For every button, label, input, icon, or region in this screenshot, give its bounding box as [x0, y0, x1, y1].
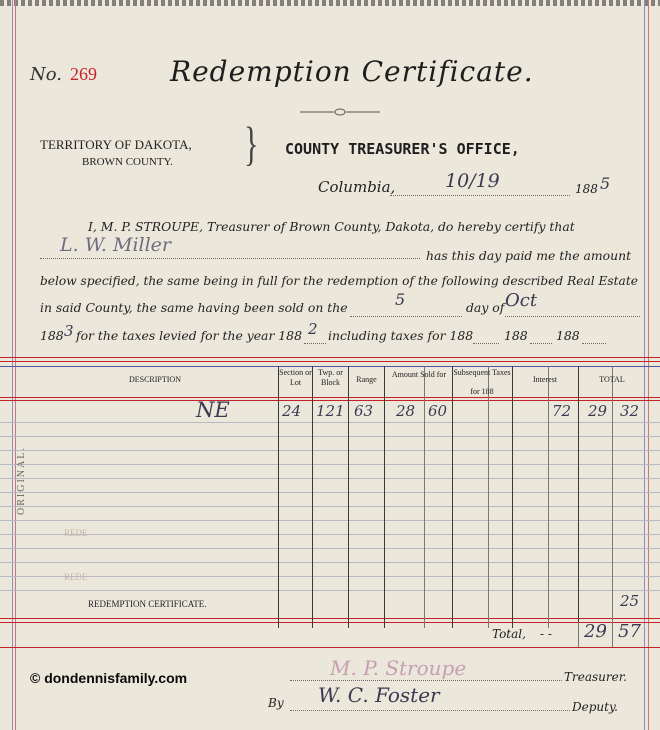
col-divider — [452, 366, 453, 628]
total-label: Total, — [492, 627, 526, 641]
grand-total-dollars: 29 — [584, 621, 607, 642]
col-divider — [612, 366, 613, 628]
county-label: BROWN COUNTY. — [82, 156, 173, 168]
day-of-label: day of — [466, 300, 505, 315]
margin-line-right-red — [648, 0, 649, 730]
redemption-fee: 25 — [620, 592, 640, 610]
including-year-2: 188 — [504, 328, 528, 343]
header-subsequent-for: for 188 — [470, 387, 494, 396]
table-bottom-red-2 — [0, 622, 660, 623]
deputy-line — [290, 710, 570, 711]
payer-handwritten: L. W. Miller — [60, 234, 171, 256]
year-prefix: 188 — [40, 328, 64, 343]
levied-year-handwritten: 2 — [308, 320, 318, 338]
faded-text: REDE — [64, 528, 88, 538]
including-year-3: 188 — [556, 328, 580, 343]
certify-line: I, M. P. STROUPE, Treasurer of Brown County, Dakota, do hereby certify that — [88, 219, 575, 234]
sold-day-handwritten: 5 — [395, 290, 406, 309]
including-year-line-1 — [473, 343, 499, 344]
total-bottom-red — [0, 647, 660, 648]
date-line — [390, 195, 570, 196]
sold-month-handwritten: Oct — [505, 290, 538, 311]
faded-text: REDE — [64, 572, 88, 582]
row-total-cents: 32 — [620, 402, 640, 420]
territory-label: TERRITORY OF DAKOTA, — [40, 137, 192, 152]
header-twp: Twp. or Block — [318, 368, 343, 387]
total-divider — [612, 622, 613, 647]
col-divider — [278, 366, 279, 628]
sold-year-handwritten: 3 — [64, 322, 74, 340]
office-label: COUNTY TREASURER'S OFFICE, — [285, 140, 520, 158]
row-interest: 72 — [552, 402, 572, 420]
redemption-cert-label: REDEMPTION CERTIFICATE. — [88, 599, 207, 609]
treasurer-line — [290, 680, 562, 681]
header-subsequent: Subsequent Taxes — [453, 368, 511, 377]
levied-line: for the taxes levied for the year 188 — [76, 328, 302, 343]
redemption-line: below specified, the same being in full for the redemption of the following described Real Estate — [40, 274, 638, 288]
row-section: 24 — [282, 402, 302, 420]
brace-left: } — [244, 117, 259, 171]
header-total: TOTAL — [599, 375, 625, 384]
ornament-divider — [300, 106, 380, 118]
including-line: including taxes for 188 — [328, 328, 474, 343]
total-dashes: - - — [540, 627, 552, 641]
table-bottom-red-1 — [0, 618, 660, 619]
place-label: Columbia, — [318, 178, 396, 196]
row-twp: 121 — [316, 402, 345, 420]
watermark: © dondennisfamily.com — [30, 670, 188, 686]
year-printed: 188 — [575, 182, 598, 196]
certificate-title: Redemption Certificate. — [170, 55, 534, 88]
row-amount-cents: 60 — [428, 402, 448, 420]
header-bottom-red — [0, 397, 660, 398]
margin-line-right — [644, 0, 645, 730]
header-section: Section or Lot — [279, 368, 312, 387]
col-divider — [548, 366, 549, 628]
grand-total-cents: 57 — [618, 621, 641, 642]
by-label: By — [268, 696, 284, 710]
col-divider — [512, 366, 513, 628]
including-year-line-3 — [582, 343, 606, 344]
deputy-label: Deputy. — [572, 700, 618, 714]
top-edge — [0, 0, 660, 6]
col-divider — [348, 366, 349, 628]
deputy-signature: W. C. Foster — [318, 683, 440, 707]
number-prefix: No. — [30, 64, 62, 85]
sold-month-line — [505, 316, 640, 317]
treasurer-signature: M. P. Stroupe — [330, 656, 467, 680]
levied-year-line — [304, 343, 326, 344]
header-amount: Amount Sold for — [391, 370, 447, 379]
original-side-label: ORIGINAL. — [16, 446, 27, 515]
col-divider — [578, 366, 579, 628]
col-divider — [424, 366, 425, 628]
header-interest: Interest — [533, 375, 557, 384]
table-top-blue — [0, 366, 660, 367]
certificate-number: 269 — [70, 64, 97, 84]
col-divider — [312, 366, 313, 628]
margin-line-left — [12, 0, 13, 730]
sold-line: in said County, the same having been sold on the — [40, 300, 348, 315]
header-range: Range — [356, 375, 377, 384]
margin-line-left-red — [15, 0, 16, 730]
year-handwritten: 5 — [600, 174, 611, 193]
including-year-line-2 — [530, 343, 552, 344]
payer-line — [40, 258, 420, 259]
row-description: NE — [196, 398, 230, 422]
header-bottom-red-2 — [0, 400, 660, 401]
paid-line: has this day paid me the amount — [426, 248, 632, 263]
header-description: DESCRIPTION — [128, 375, 181, 384]
date-handwritten: 10/19 — [445, 170, 500, 192]
row-amount-dollars: 28 — [396, 402, 416, 420]
table-top-red-1 — [0, 357, 660, 358]
treasurer-label: Treasurer. — [564, 670, 627, 684]
col-divider — [384, 366, 385, 628]
row-range: 63 — [354, 402, 374, 420]
col-divider — [488, 366, 489, 628]
row-total-dollars: 29 — [588, 402, 608, 420]
total-divider — [578, 622, 579, 647]
sold-day-line — [350, 316, 462, 317]
table-top-red-2 — [0, 361, 660, 362]
